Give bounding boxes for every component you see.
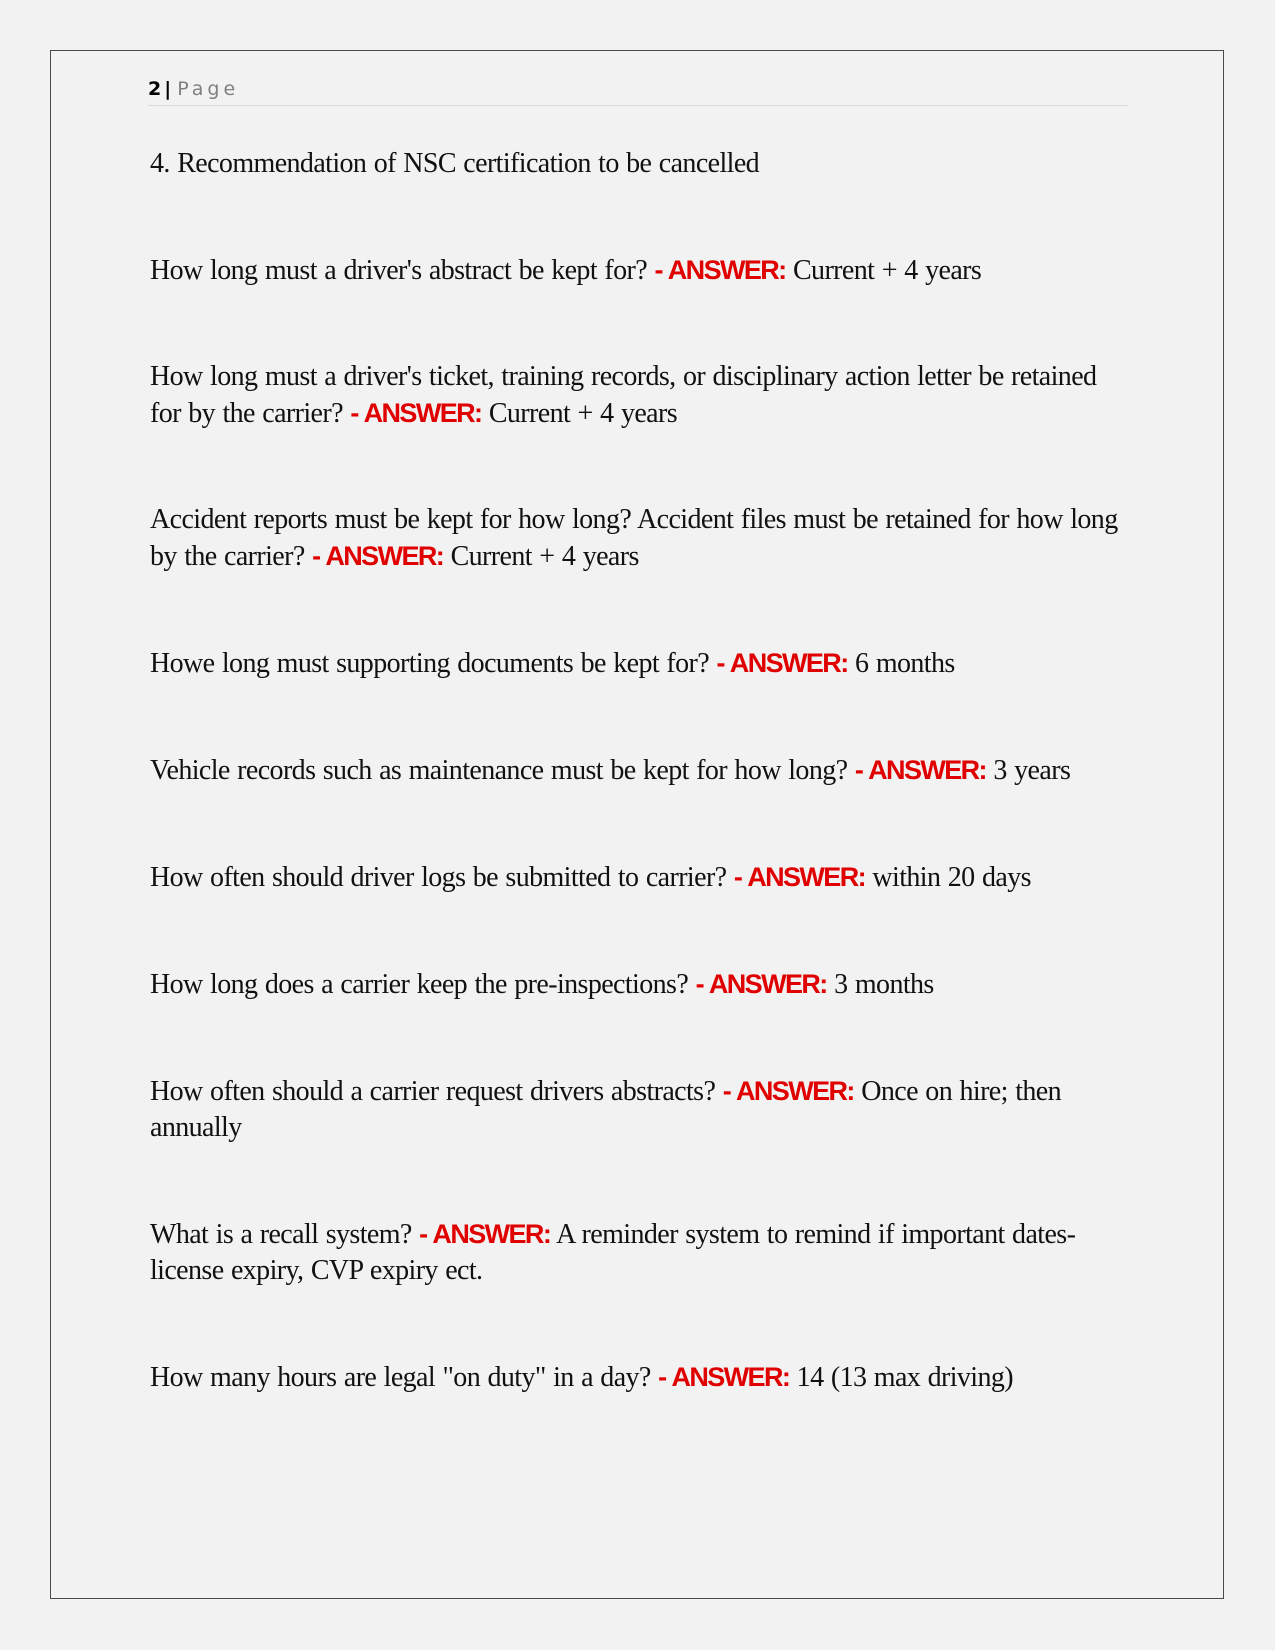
- answer-text: 14 (13 max driving): [796, 1362, 1014, 1393]
- qa-item: [150, 359, 1130, 432]
- qa-item: [150, 1073, 1130, 1146]
- qa-item: [150, 1359, 1130, 1396]
- answer-label: - ANSWER:: [658, 1362, 790, 1392]
- answer-label: - ANSWER:: [312, 541, 444, 571]
- qa-item: [150, 645, 1130, 682]
- answer-label: - ANSWER:: [654, 255, 786, 285]
- qa-item: [150, 502, 1130, 575]
- answer-text: within 20 days: [872, 862, 1031, 893]
- answer-label: - ANSWER:: [722, 1076, 854, 1106]
- answer-text: Current + 4 years: [792, 255, 982, 286]
- question-text: How long must a driver's ticket, training records, or disciplinary action letter be retained for by the carrier?: [150, 361, 1097, 429]
- question-text: How long must a driver's abstract be kept for?: [150, 255, 648, 286]
- question-text: Accident reports must be kept for how long? Accident files must be retained for how long by the carrier?: [150, 504, 1118, 572]
- qa-item: [150, 859, 1130, 896]
- answer-text: Current + 4 years: [450, 541, 639, 572]
- qa-item: [150, 252, 1130, 289]
- answer-text: 3 months: [834, 969, 934, 1000]
- answer-label: - ANSWER:: [733, 862, 865, 892]
- question-text: How often should a carrier request drivers abstracts?: [150, 1076, 716, 1107]
- qa-item: [150, 1216, 1130, 1289]
- question-text: What is a recall system?: [150, 1219, 412, 1250]
- answer-label: - ANSWER:: [419, 1219, 551, 1249]
- intro-line: [150, 146, 1130, 182]
- question-text: Vehicle records such as maintenance must be kept for how long?: [150, 755, 848, 786]
- page-word: Page: [177, 78, 240, 100]
- answer-text: Current + 4 years: [488, 398, 678, 429]
- qa-list: [150, 252, 1130, 1396]
- answer-text: 3 years: [993, 755, 1071, 786]
- question-text: How many hours are legal "on duty" in a day?: [150, 1362, 651, 1393]
- question-text: How long does a carrier keep the pre-inspections?: [150, 969, 689, 1000]
- answer-label: - ANSWER:: [350, 398, 482, 428]
- document-body: [150, 146, 1130, 1466]
- page-number: 2: [148, 78, 162, 100]
- answer-label: - ANSWER:: [716, 648, 848, 678]
- qa-item: [150, 752, 1130, 789]
- answer-text: 6 months: [855, 648, 955, 679]
- header-separator: |: [164, 78, 172, 100]
- question-text: Howe long must supporting documents be kept for?: [150, 648, 710, 679]
- answer-text: Once on hire; then annually: [150, 1076, 1062, 1143]
- answer-label: - ANSWER:: [854, 755, 986, 785]
- question-text: How often should driver logs be submitted to carrier?: [150, 862, 727, 893]
- qa-item: [150, 966, 1130, 1003]
- page-header: [148, 76, 1128, 106]
- answer-text: A reminder system to remind if important dates-license expiry, CVP expiry ect.: [150, 1219, 1076, 1286]
- intro-text: 4. Recommendation of NSC certification to be cancelled: [150, 148, 760, 179]
- answer-label: - ANSWER:: [695, 969, 827, 999]
